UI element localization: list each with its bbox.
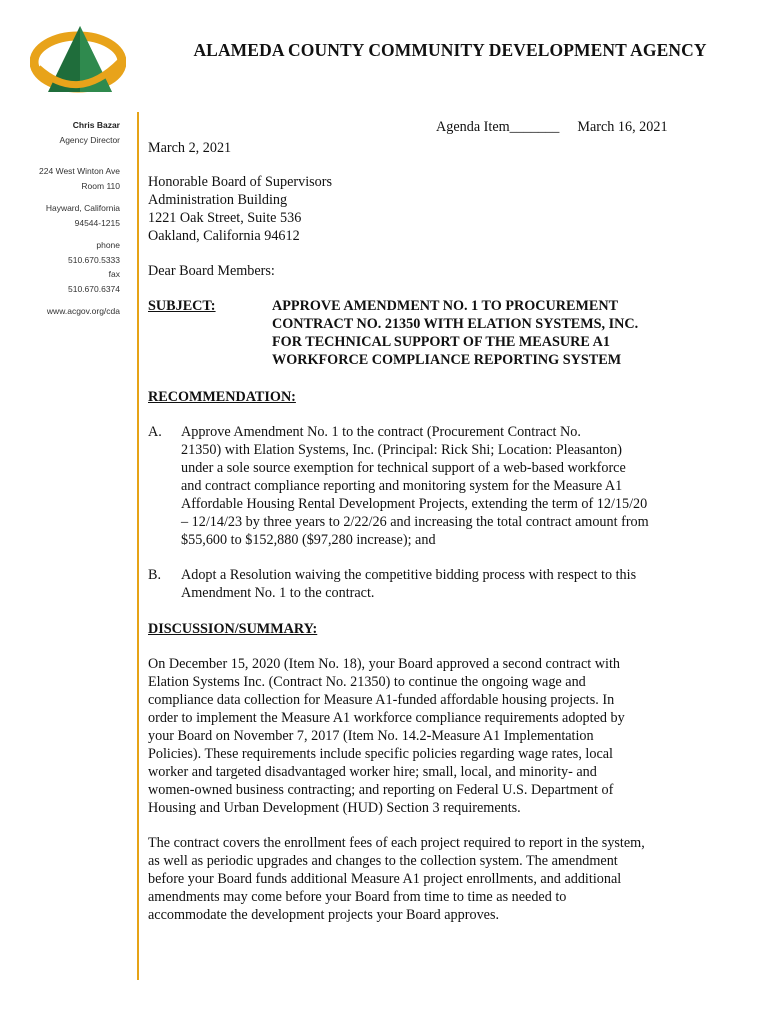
agency-logo-icon	[30, 22, 126, 100]
item-b-text	[181, 566, 686, 602]
website-link[interactable]: www.acgov.org/cda	[46, 306, 120, 316]
address-line-1: 224 West Winton Ave	[39, 166, 120, 176]
subject-line: APPROVE AMENDMENT NO. 1 TO PROCUREMENT	[272, 298, 619, 314]
address-line-2: Room 110	[81, 180, 120, 191]
recipient-line: 1221 Oak Street, Suite 536	[148, 210, 302, 226]
recipient-block	[148, 173, 332, 245]
paragraph-line: order to implement the Measure A1 workforce compliance requirements adopted by	[148, 710, 625, 726]
item-b-line: Adopt a Resolution waiving the competitive bidding process with respect to this	[181, 567, 637, 583]
paragraph-line: as well as periodic upgrades and changes to the collection system. The amendment	[148, 853, 618, 869]
subject-line: FOR TECHNICAL SUPPORT OF THE MEASURE A1	[272, 334, 610, 350]
paragraph-line: Elation Systems Inc. (Contract No. 21350) to continue the ongoing wage and	[148, 674, 586, 690]
item-a-line: Approve Amendment No. 1 to the contract (Procurement Contract No.	[181, 424, 581, 440]
discussion-paragraph-2	[148, 834, 658, 924]
paragraph-line: before your Board funds additional Measure A1 project enrollments, and additional	[148, 871, 622, 887]
paragraph-line: amendments may come before your Board from time to time as needed to	[148, 889, 567, 905]
vertical-divider	[137, 112, 139, 980]
item-a-line: Affordable Housing Rental Development Projects, extending the term of 12/15/20	[181, 496, 648, 512]
recipient-line: Administration Building	[148, 192, 288, 208]
recipient-line: Honorable Board of Supervisors	[148, 174, 333, 190]
address-zip: 94544-1215	[74, 217, 120, 228]
subject-line: WORKFORCE COMPLIANCE REPORTING SYSTEM	[272, 352, 622, 368]
discussion-heading: DISCUSSION/SUMMARY:	[148, 621, 318, 637]
paragraph-line: your Board on November 7, 2017 (Item No. 14.2-Measure A1 Implementation	[148, 728, 594, 744]
fax-number: 510.670.6374	[68, 283, 120, 294]
item-a-line: under a sole source exemption for technical support of a web-based workforce	[181, 460, 626, 476]
director-role: Agency Director	[59, 134, 120, 145]
item-a-line: $55,600 to $152,880 ($97,280 increase); and	[181, 532, 436, 548]
item-a-line: – 12/14/23 by three years to 2/22/26 and increasing the total contract amount from	[181, 514, 649, 530]
item-a-line: and contract compliance reporting and monitoring system for the Measure A1	[181, 478, 623, 494]
agenda-line	[436, 118, 668, 136]
subject-label: SUBJECT:	[148, 298, 216, 314]
paragraph-line: women-owned business contracting; and reporting on Federal U.S. Department of	[148, 782, 614, 798]
discussion-paragraph-1	[148, 655, 658, 817]
item-b-line: Amendment No. 1 to the contract.	[181, 585, 375, 601]
paragraph-line: On December 15, 2020 (Item No. 18), your Board approved a second contract with	[148, 656, 620, 672]
letter-date: March 2, 2021	[148, 140, 232, 156]
item-a-label: A.	[148, 424, 162, 440]
phone-number: 510.670.5333	[68, 254, 120, 265]
phone-label: phone	[96, 240, 120, 250]
salutation: Dear Board Members:	[148, 263, 275, 279]
paragraph-line: Housing and Urban Development (HUD) Section 3 requirements.	[148, 800, 521, 816]
paragraph-line: The contract covers the enrollment fees of each project required to report in the system,	[148, 835, 645, 851]
address-city: Hayward, California	[45, 203, 120, 213]
item-b-label: B.	[148, 567, 162, 583]
fax-label: fax	[108, 269, 120, 279]
agenda-item: Agenda Item_______	[436, 119, 560, 135]
recommendation-heading: RECOMMENDATION:	[148, 389, 296, 405]
paragraph-line: Policies). These requirements include specific policies regarding wage rates, local	[148, 746, 613, 762]
subject-text	[272, 297, 682, 369]
recipient-line: Oakland, California 94612	[148, 228, 300, 244]
agenda-date: March 16, 2021	[577, 119, 668, 135]
item-a-text	[181, 423, 686, 549]
sidebar-contact	[0, 118, 120, 319]
subject-line: CONTRACT NO. 21350 WITH ELATION SYSTEMS, INC.	[272, 316, 639, 332]
director-name: Chris Bazar	[72, 120, 120, 130]
item-a-line: 21350) with Elation Systems, Inc. (Principal: Rick Shi; Location: Pleasanton)	[181, 442, 622, 458]
agency-title: ALAMEDA COUNTY COMMUNITY DEVELOPMENT AGENCY	[193, 40, 707, 60]
paragraph-line: worker and targeted disadvantaged worker hire; small, local, and minority- and	[148, 764, 597, 780]
paragraph-line: accommodate the development projects your Board approves.	[148, 907, 500, 923]
paragraph-line: compliance data collection for Measure A1-funded affordable housing projects. In	[148, 692, 615, 708]
